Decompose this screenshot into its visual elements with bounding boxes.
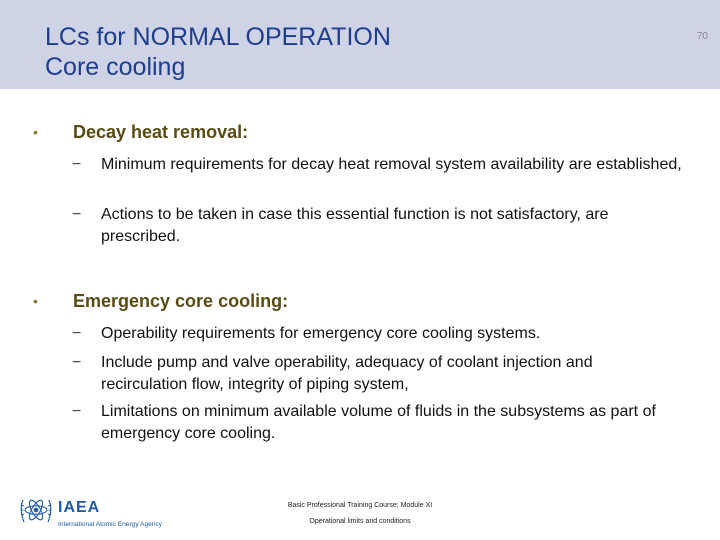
- dash-marker: −: [72, 156, 82, 173]
- sub-item: [72, 401, 682, 445]
- sub-item: [72, 204, 682, 248]
- slide-title-line2: Core cooling: [45, 53, 186, 81]
- footer-course: Basic Professional Training Course; Module XI: [287, 502, 433, 509]
- atom-laurel-icon: [21, 498, 52, 522]
- sub-item-text: Minimum requirements for decay heat removal system availability are established,: [101, 156, 682, 173]
- sub-item-text: Limitations on minimum available volume of fluids in the subsystems as part of emergency core cooling.: [101, 403, 656, 442]
- slide-title-line1: LCs for NORMAL OPERATION: [45, 23, 391, 51]
- bullet-heading-emergency-core-cooling: Emergency core cooling:: [73, 291, 289, 311]
- page-number: 70: [696, 31, 708, 42]
- sub-item: [72, 323, 682, 345]
- dash-marker: −: [72, 403, 82, 420]
- bullet-heading-decay-heat: Decay heat removal:: [73, 122, 249, 142]
- bullet-marker: •: [33, 293, 38, 309]
- footer-topic: Operational limits and conditions: [309, 518, 411, 525]
- sub-item-text: Operability requirements for emergency core cooling systems.: [101, 325, 541, 342]
- iaea-logo: [16, 491, 176, 531]
- dash-marker: −: [72, 206, 82, 223]
- logo-subtext: International Atomic Energy Agency: [58, 521, 163, 528]
- sub-item: [72, 352, 682, 396]
- sub-item-text: Include pump and valve operability, adequacy of coolant injection and recirculation flow, integrity of piping system,: [101, 354, 593, 393]
- dash-marker: −: [72, 325, 82, 342]
- slide-title: [45, 22, 391, 82]
- bullet-marker: •: [33, 124, 38, 140]
- logo-text: IAEA: [58, 499, 101, 516]
- dash-marker: −: [72, 354, 82, 371]
- sub-item: [72, 154, 682, 176]
- sub-item-text: Actions to be taken in case this essential function is not satisfactory, are prescribed.: [101, 206, 609, 245]
